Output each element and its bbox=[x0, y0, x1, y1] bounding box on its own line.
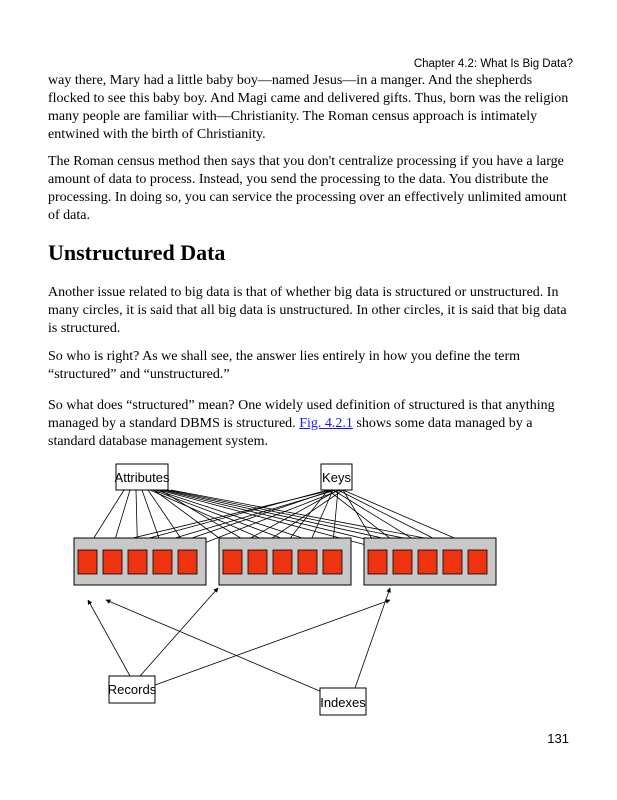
data-cell bbox=[153, 550, 172, 574]
attributes-label: Attributes bbox=[114, 470, 170, 485]
data-blocks bbox=[74, 538, 496, 585]
data-cell bbox=[298, 550, 317, 574]
data-cell bbox=[78, 550, 97, 574]
data-cell bbox=[248, 550, 267, 574]
connector-arrow bbox=[155, 600, 390, 685]
data-cell bbox=[223, 550, 242, 574]
data-cell bbox=[178, 550, 197, 574]
indexes-box bbox=[320, 688, 366, 715]
running-head: Chapter 4.2: What Is Big Data? bbox=[413, 58, 573, 70]
records-box bbox=[108, 676, 157, 703]
data-cell bbox=[393, 550, 412, 574]
dbms-diagram bbox=[70, 460, 510, 720]
definition-text-end: shows some data managed by a standard database management system. bbox=[48, 416, 533, 449]
paragraph-who-is-right: So who is right? As we shall see, the answer lies entirely in how you define the term “structured” and “unstructured.” bbox=[48, 349, 521, 382]
keys-label: Keys bbox=[322, 470, 351, 485]
data-cell bbox=[418, 550, 437, 574]
attributes-box bbox=[115, 464, 170, 490]
connector-arrow bbox=[355, 588, 390, 688]
definition-text: So what does “structured” mean? One widely used definition of structured is that anything managed by a standard DBMS is structured. bbox=[48, 398, 555, 431]
paragraph-structured-question: Another issue related to big data is that of whether big data is structured or unstructured. In many circles, it is said that all big data is unstructured. In other circles, it is said that big data is structured. bbox=[48, 285, 567, 336]
paragraph-roman-census-method: The Roman census method then says that you don't centralize processing if you have a large amount of data to process. Instead, you send the processing to the data. You distribute the processing. In doing so, you can service the processing over an effectively unlimited amount of data. bbox=[48, 154, 567, 223]
data-cell bbox=[103, 550, 122, 574]
figure-reference-link[interactable]: Fig. 4.2.1 bbox=[299, 416, 353, 431]
data-cell bbox=[128, 550, 147, 574]
page-number: 131 bbox=[547, 731, 569, 746]
keys-box bbox=[321, 464, 352, 490]
data-cell bbox=[368, 550, 387, 574]
connector-arrow bbox=[140, 588, 218, 676]
paragraph-structured-definition bbox=[48, 397, 576, 451]
data-cell bbox=[443, 550, 462, 574]
data-cell bbox=[468, 550, 487, 574]
connector-arrow bbox=[88, 600, 130, 676]
data-cell bbox=[273, 550, 292, 574]
records-label: Records bbox=[107, 682, 157, 697]
data-cell bbox=[323, 550, 342, 574]
section-heading: Unstructured Data bbox=[48, 240, 226, 265]
paragraph-roman-census-story: way there, Mary had a little baby boy—named Jesus—in a manger. And the shepherds flocked to see this baby boy. And Magi came and delivered gifts. Thus, born was the religion many people are familiar with—Christianity. The Roman census approach is intimately entwined with the birth of Christianity. bbox=[48, 73, 569, 142]
indexes-label: Indexes bbox=[320, 695, 366, 710]
diagram-connectors bbox=[88, 490, 478, 692]
